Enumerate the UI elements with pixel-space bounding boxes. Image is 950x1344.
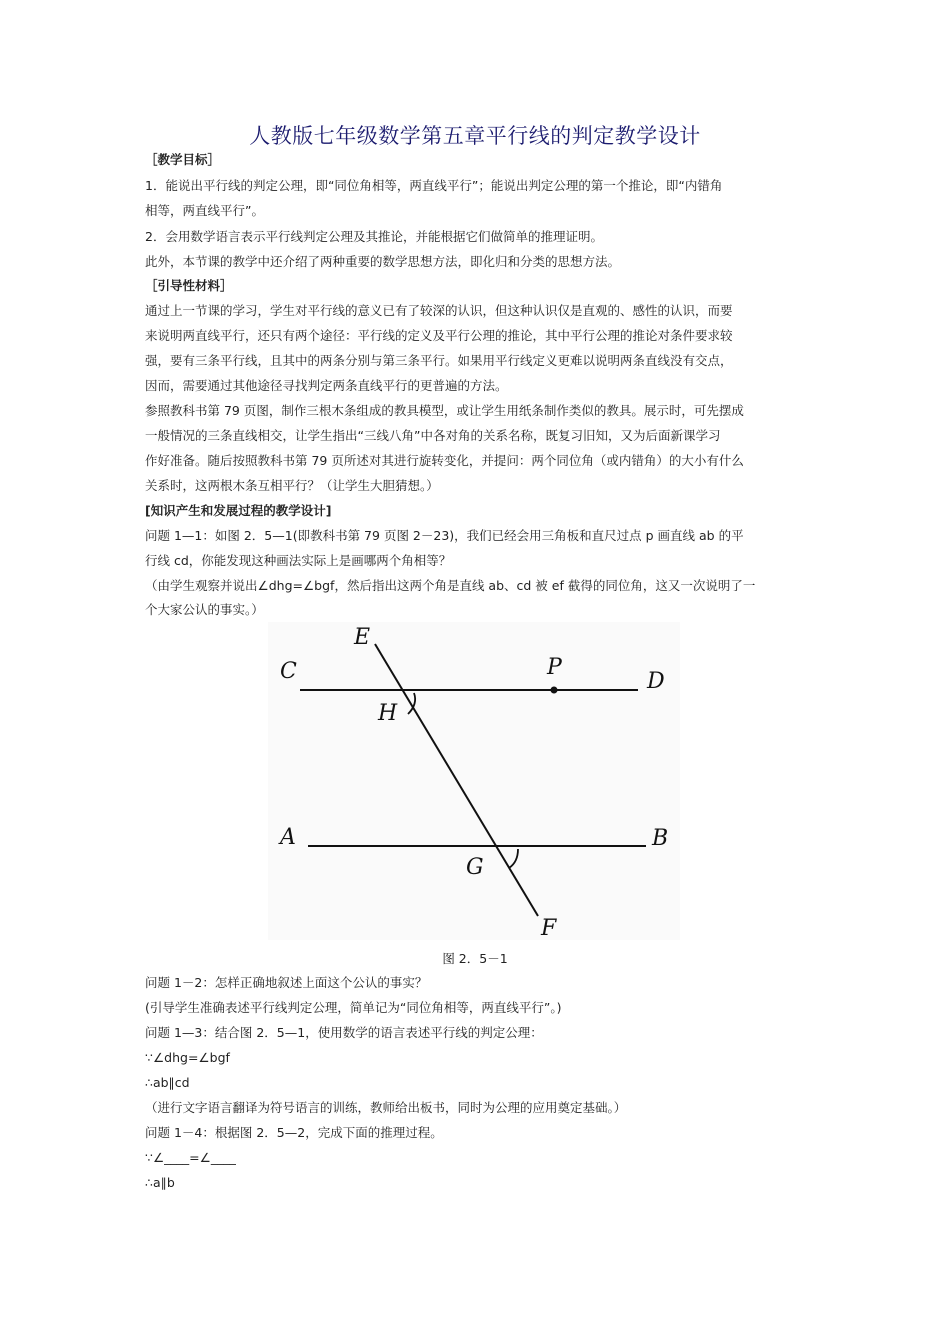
question-1-1-line-1: 问题 1—1：如图 2．5—1(即教科书第 79 页图 2－23)，我们已经会用三角板和直尺过点 p 画直线 ab 的平 [145,528,744,543]
question-1-3-note: （进行文字语言翻译为符号语言的训练，教师给出板书，同时为公理的应用奠定基础。） [145,1100,627,1115]
material-p2-line-3: 作好准备。随后按照教科书第 79 页所述对其进行旋转变化，并提问：两个同位角（或内错角）的大小有什么 [145,453,744,468]
document-title: 人教版七年级数学第五章平行线的判定教学设计 [249,124,701,148]
figure-diagram [268,622,680,940]
objective-1-line-1: 1．能说出平行线的判定公理，即“同位角相等，两直线平行”；能说出判定公理的第一个推论，即“内错角 [145,178,723,193]
material-p1-line-1: 通过上一节课的学习，学生对平行线的意义已有了较深的认识，但这种认识仅是直观的、感性的认识，而要 [145,303,733,318]
objectives-heading: ［教学目标］ [145,152,221,167]
since-statement-1: ∵∠dhg=∠bgf [145,1050,230,1065]
label-c: C [280,659,297,684]
question-1-1-note-line-1: （由学生观察并说出∠dhg=∠bgf，然后指出这两个角是直线 ab、cd 被 ef 截得的同位角，这又一次说明了一 [145,578,756,593]
since-statement-2: ∵∠____=∠____ [145,1150,236,1165]
question-1-3: 问题 1—3：结合图 2．5—1，使用数学的语言表述平行线的判定公理： [145,1025,543,1040]
point-p [551,687,558,694]
question-1-4: 问题 1－4：根据图 2．5—2，完成下面的推理过程。 [145,1125,443,1140]
question-1-2-note: (引导学生准确表述平行线判定公理，简单记为“同位角相等，两直线平行”。) [145,1000,562,1015]
material-heading: ［引导性材料］ [145,278,233,293]
objective-1-line-2: 相等，两直线平行”。 [145,203,264,218]
label-f: F [541,916,557,940]
label-b: B [652,826,669,851]
label-p: P [547,655,562,680]
label-h: H [378,701,398,726]
parallel-lines-figure [268,622,680,940]
material-p1-line-3: 强，要有三条平行线，且其中的两条分别与第三条平行。如果用平行线定义更难以说明两条直线没有交点， [145,353,733,368]
label-d: D [647,669,665,694]
label-e: E [354,625,371,650]
therefore-statement-2: ∴a∥b [145,1175,175,1190]
material-p2-line-2: 一般情况的三条直线相交，让学生指出“三线八角”中各对角的关系名称，既复习旧知，又为后面新课学习 [145,428,721,443]
question-1-1-note-line-2: 个大家公认的事实。） [145,602,264,617]
figure-caption: 图 2．5－1 [442,951,508,966]
therefore-statement-1: ∴ab∥cd [145,1075,190,1090]
material-p1-line-4: 因而，需要通过其他途径寻找判定两条直线平行的更普遍的方法。 [145,378,508,393]
question-1-1-line-2: 行线 cd，你能发现这种画法实际上是画哪两个角相等？ [145,553,452,568]
material-p1-line-2: 来说明两直线平行，还只有两个途径：平行线的定义及平行公理的推论，其中平行公理的推论对条件要求较 [145,328,733,343]
material-p2-line-1: 参照教科书第 79 页图，制作三根木条组成的教具模型，或让学生用纸条制作类似的教具。展示时，可先摆成 [145,403,744,418]
objective-2: 2．会用数学语言表示平行线判定公理及其推论，并能根据它们做简单的推理证明。 [145,229,603,244]
objective-3: 此外，本节课的教学中还介绍了两种重要的数学思想方法，即化归和分类的思想方法。 [145,254,621,269]
label-g: G [466,855,484,880]
question-1-2: 问题 1－2：怎样正确地叙述上面这个公认的事实？ [145,975,428,990]
label-a: A [280,825,296,850]
material-p2-line-4: 关系时，这两根木条互相平行？（让学生大胆猜想。） [145,478,439,493]
process-heading: [知识产生和发展过程的教学设计] [145,503,332,518]
